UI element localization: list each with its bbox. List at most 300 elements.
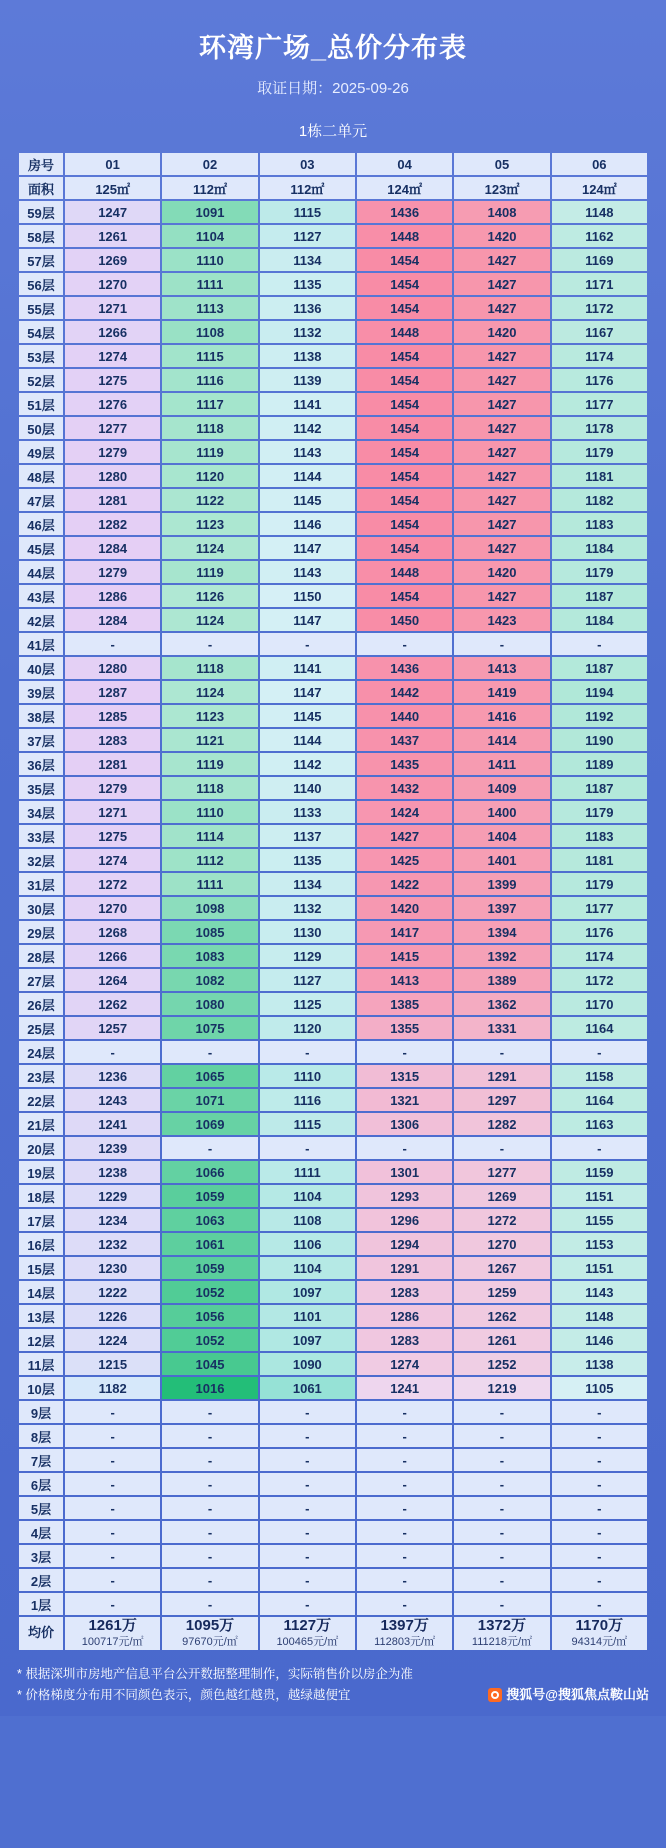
- price-cell: 1133: [260, 801, 355, 823]
- empty-cell: -: [454, 1401, 549, 1423]
- floor-label: 32层: [19, 849, 63, 871]
- empty-cell: -: [552, 1473, 647, 1495]
- table-row: [19, 513, 647, 535]
- price-cell: 1219: [454, 1377, 549, 1399]
- price-cell: 1435: [357, 753, 452, 775]
- column-header-03: 03: [260, 153, 355, 175]
- price-cell: 1147: [260, 681, 355, 703]
- table-row: [19, 609, 647, 631]
- empty-cell: -: [162, 1401, 257, 1423]
- price-cell: 1104: [260, 1257, 355, 1279]
- price-cell: 1115: [162, 345, 257, 367]
- price-cell: 1143: [260, 441, 355, 463]
- watermark: [488, 1684, 649, 1706]
- row-label-header: 房号: [19, 153, 63, 175]
- price-cell: 1169: [552, 249, 647, 271]
- price-cell: 1181: [552, 465, 647, 487]
- table-row: [19, 249, 647, 271]
- empty-cell: -: [357, 633, 452, 655]
- price-cell: 1454: [357, 273, 452, 295]
- price-cell: 1143: [552, 1281, 647, 1303]
- table-row: [19, 393, 647, 415]
- table-row: [19, 681, 647, 703]
- empty-cell: -: [357, 1521, 452, 1543]
- price-cell: 1247: [65, 201, 160, 223]
- empty-cell: -: [162, 1569, 257, 1591]
- floor-label: 54层: [19, 321, 63, 343]
- empty-cell: -: [357, 1473, 452, 1495]
- price-cell: 1119: [162, 561, 257, 583]
- empty-cell: -: [65, 1497, 160, 1519]
- table-row: [19, 537, 647, 559]
- price-cell: 1414: [454, 729, 549, 751]
- table-row: [19, 1401, 647, 1423]
- price-cell: 1392: [454, 945, 549, 967]
- table-row: [19, 1089, 647, 1111]
- price-cell: 1144: [260, 729, 355, 751]
- table-row: [19, 417, 647, 439]
- empty-cell: -: [357, 1593, 452, 1615]
- floor-label: 50层: [19, 417, 63, 439]
- price-cell: 1132: [260, 897, 355, 919]
- price-cell: 1111: [162, 273, 257, 295]
- floor-label: 23层: [19, 1065, 63, 1087]
- empty-cell: -: [260, 1473, 355, 1495]
- price-cell: 1279: [65, 777, 160, 799]
- price-cell: 1142: [260, 417, 355, 439]
- table-row: [19, 849, 647, 871]
- price-cell: 1301: [357, 1161, 452, 1183]
- price-cell: 1270: [65, 273, 160, 295]
- price-cell: 1454: [357, 489, 452, 511]
- price-cell: 1283: [357, 1329, 452, 1351]
- price-cell: 1069: [162, 1113, 257, 1135]
- table-row: [19, 1377, 647, 1399]
- floor-label: 21层: [19, 1113, 63, 1135]
- price-cell: 1104: [162, 225, 257, 247]
- price-cell: 1266: [65, 945, 160, 967]
- price-cell: 1262: [65, 993, 160, 1015]
- price-cell: 1269: [454, 1185, 549, 1207]
- empty-cell: -: [454, 1473, 549, 1495]
- price-cell: 1172: [552, 297, 647, 319]
- price-cell: 1179: [552, 801, 647, 823]
- price-cell: 1148: [552, 201, 647, 223]
- price-cell: 1112: [162, 849, 257, 871]
- floor-label: 33层: [19, 825, 63, 847]
- area-03: 112㎡: [260, 177, 355, 199]
- price-cell: 1411: [454, 753, 549, 775]
- floor-label: 4层: [19, 1521, 63, 1543]
- price-cell: 1141: [260, 393, 355, 415]
- table-row: [19, 1497, 647, 1519]
- price-cell: 1422: [357, 873, 452, 895]
- empty-cell: -: [552, 1401, 647, 1423]
- empty-cell: -: [65, 1449, 160, 1471]
- table-row: [19, 1449, 647, 1471]
- empty-cell: -: [260, 1449, 355, 1471]
- empty-cell: -: [357, 1425, 452, 1447]
- price-cell: 1454: [357, 585, 452, 607]
- price-cell: 1252: [454, 1353, 549, 1375]
- price-cell: 1123: [162, 705, 257, 727]
- price-cell: 1071: [162, 1089, 257, 1111]
- floor-label: 53层: [19, 345, 63, 367]
- empty-cell: -: [357, 1041, 452, 1063]
- price-cell: 1065: [162, 1065, 257, 1087]
- price-cell: 1192: [552, 705, 647, 727]
- price-cell: 1420: [357, 897, 452, 919]
- table-row: [19, 729, 647, 751]
- price-cell: 1147: [260, 609, 355, 631]
- price-cell: 1454: [357, 369, 452, 391]
- price-cell: 1425: [357, 849, 452, 871]
- empty-cell: -: [454, 1593, 549, 1615]
- empty-cell: -: [454, 633, 549, 655]
- price-cell: 1142: [260, 753, 355, 775]
- average-unit-03: 100465元/㎡: [276, 1635, 339, 1648]
- footnote-line-1: * 根据深圳市房地产信息平台公开数据整理制作，实际销售价以房企为准: [17, 1666, 413, 1681]
- price-cell: 1187: [552, 657, 647, 679]
- floor-label: 28层: [19, 945, 63, 967]
- table-row: [19, 1017, 647, 1039]
- price-cell: 1415: [357, 945, 452, 967]
- watermark-text: 搜狐号@搜狐焦点鞍山站: [506, 1686, 649, 1702]
- price-cell: 1182: [552, 489, 647, 511]
- price-cell: 1222: [65, 1281, 160, 1303]
- price-cell: 1279: [65, 561, 160, 583]
- price-cell: 1162: [552, 225, 647, 247]
- price-cell: 1274: [357, 1353, 452, 1375]
- price-cell: 1389: [454, 969, 549, 991]
- building-unit-label: 1栋二单元: [298, 123, 368, 140]
- floor-label: 15层: [19, 1257, 63, 1279]
- floor-label: 56层: [19, 273, 63, 295]
- price-cell: 1427: [454, 417, 549, 439]
- floor-label: 17层: [19, 1209, 63, 1231]
- price-cell: 1101: [260, 1305, 355, 1327]
- price-cell: 1097: [260, 1281, 355, 1303]
- floor-label: 45层: [19, 537, 63, 559]
- price-cell: 1190: [552, 729, 647, 751]
- floor-label: 42层: [19, 609, 63, 631]
- price-cell: 1091: [162, 201, 257, 223]
- empty-cell: -: [65, 1545, 160, 1567]
- price-cell: 1061: [260, 1377, 355, 1399]
- price-cell: 1130: [260, 921, 355, 943]
- price-cell: 1401: [454, 849, 549, 871]
- price-cell: 1427: [454, 249, 549, 271]
- empty-cell: -: [260, 1497, 355, 1519]
- table-row: [19, 1545, 647, 1567]
- price-cell: 1423: [454, 609, 549, 631]
- price-cell: 1119: [162, 753, 257, 775]
- price-cell: 1061: [162, 1233, 257, 1255]
- price-cell: 1427: [454, 345, 549, 367]
- empty-cell: -: [65, 1041, 160, 1063]
- empty-cell: -: [162, 1545, 257, 1567]
- table-row: [19, 993, 647, 1015]
- empty-cell: -: [552, 1041, 647, 1063]
- price-cell: 1141: [260, 657, 355, 679]
- price-cell: 1281: [65, 753, 160, 775]
- price-cell: 1164: [552, 1089, 647, 1111]
- floor-label: 46层: [19, 513, 63, 535]
- table-row: [19, 921, 647, 943]
- price-cell: 1427: [454, 297, 549, 319]
- price-cell: 1135: [260, 849, 355, 871]
- price-cell: 1080: [162, 993, 257, 1015]
- price-cell: 1111: [162, 873, 257, 895]
- floor-label: 7层: [19, 1449, 63, 1471]
- price-cell: 1238: [65, 1161, 160, 1183]
- price-cell: 1274: [65, 345, 160, 367]
- price-cell: 1266: [65, 321, 160, 343]
- empty-cell: -: [454, 1569, 549, 1591]
- price-cell: 1432: [357, 777, 452, 799]
- floor-label: 34层: [19, 801, 63, 823]
- empty-cell: -: [552, 1425, 647, 1447]
- price-cell: 1111: [260, 1161, 355, 1183]
- price-cell: 1437: [357, 729, 452, 751]
- price-cell: 1417: [357, 921, 452, 943]
- price-cell: 1427: [454, 489, 549, 511]
- average-02: [162, 1617, 257, 1650]
- price-cell: 1016: [162, 1377, 257, 1399]
- price-cell: 1153: [552, 1233, 647, 1255]
- table-row: [19, 345, 647, 367]
- floor-label: 43层: [19, 585, 63, 607]
- price-cell: 1269: [65, 249, 160, 271]
- price-cell: 1306: [357, 1113, 452, 1135]
- price-cell: 1293: [357, 1185, 452, 1207]
- floor-label: 9层: [19, 1401, 63, 1423]
- sohu-logo-icon: [488, 1688, 502, 1702]
- price-cell: 1115: [260, 201, 355, 223]
- price-cell: 1277: [65, 417, 160, 439]
- floor-label: 24层: [19, 1041, 63, 1063]
- table-foot: [19, 1617, 647, 1650]
- empty-cell: -: [552, 1593, 647, 1615]
- empty-cell: -: [162, 633, 257, 655]
- price-cell: 1045: [162, 1353, 257, 1375]
- price-cell: 1167: [552, 321, 647, 343]
- table-row: [19, 1185, 647, 1207]
- average-unit-05: 111218元/㎡: [471, 1635, 533, 1648]
- price-cell: 1448: [357, 321, 452, 343]
- average-row: [19, 1617, 647, 1650]
- price-cell: 1066: [162, 1161, 257, 1183]
- average-03: [260, 1617, 355, 1650]
- price-cell: 1124: [162, 681, 257, 703]
- area-02: 112㎡: [162, 177, 257, 199]
- empty-cell: -: [65, 633, 160, 655]
- table-row: [19, 1161, 647, 1183]
- price-cell: 1261: [454, 1329, 549, 1351]
- price-cell: 1151: [552, 1257, 647, 1279]
- price-cell: 1134: [260, 873, 355, 895]
- price-cell: 1116: [260, 1089, 355, 1111]
- floor-label: 14层: [19, 1281, 63, 1303]
- price-cell: 1135: [260, 273, 355, 295]
- price-cell: 1176: [552, 921, 647, 943]
- price-cell: 1146: [552, 1329, 647, 1351]
- price-cell: 1136: [260, 297, 355, 319]
- price-cell: 1427: [454, 537, 549, 559]
- price-cell: 1139: [260, 369, 355, 391]
- price-table: [17, 151, 649, 1652]
- footnotes: [17, 1664, 649, 1707]
- empty-cell: -: [162, 1425, 257, 1447]
- price-cell: 1177: [552, 897, 647, 919]
- price-cell: 1229: [65, 1185, 160, 1207]
- price-cell: 1124: [162, 609, 257, 631]
- floor-label: 47层: [19, 489, 63, 511]
- price-cell: 1283: [65, 729, 160, 751]
- empty-cell: -: [260, 1137, 355, 1159]
- price-cell: 1291: [454, 1065, 549, 1087]
- price-cell: 1179: [552, 873, 647, 895]
- price-cell: 1296: [357, 1209, 452, 1231]
- price-cell: 1416: [454, 705, 549, 727]
- average-total-04: 1397万: [380, 1617, 429, 1634]
- empty-cell: -: [552, 633, 647, 655]
- price-cell: 1397: [454, 897, 549, 919]
- table-row: [19, 1569, 647, 1591]
- price-cell: 1283: [357, 1281, 452, 1303]
- price-cell: 1262: [454, 1305, 549, 1327]
- average-total-03: 1127万: [283, 1617, 332, 1634]
- empty-cell: -: [454, 1545, 549, 1567]
- table-row: [19, 945, 647, 967]
- price-cell: 1155: [552, 1209, 647, 1231]
- price-cell: 1454: [357, 465, 452, 487]
- floor-label: 59层: [19, 201, 63, 223]
- area-row-label: 面积: [19, 177, 63, 199]
- table-header-row: [19, 153, 647, 175]
- table-row: [19, 1233, 647, 1255]
- empty-cell: -: [552, 1545, 647, 1567]
- price-cell: 1413: [454, 657, 549, 679]
- price-cell: 1140: [260, 777, 355, 799]
- average-total-02: 1095万: [185, 1617, 235, 1634]
- price-cell: 1409: [454, 777, 549, 799]
- empty-cell: -: [162, 1137, 257, 1159]
- price-cell: 1454: [357, 441, 452, 463]
- price-cell: 1082: [162, 969, 257, 991]
- price-cell: 1148: [552, 1305, 647, 1327]
- table-row: [19, 273, 647, 295]
- table-row: [19, 465, 647, 487]
- table-row: [19, 969, 647, 991]
- price-cell: 1108: [162, 321, 257, 343]
- price-cell: 1454: [357, 513, 452, 535]
- price-cell: 1230: [65, 1257, 160, 1279]
- price-cell: 1226: [65, 1305, 160, 1327]
- floor-label: 11层: [19, 1353, 63, 1375]
- price-cell: 1114: [162, 825, 257, 847]
- price-cell: 1116: [162, 369, 257, 391]
- price-cell: 1362: [454, 993, 549, 1015]
- price-cell: 1427: [454, 393, 549, 415]
- price-cell: 1427: [454, 513, 549, 535]
- empty-cell: -: [65, 1593, 160, 1615]
- floor-label: 19层: [19, 1161, 63, 1183]
- price-cell: 1241: [357, 1377, 452, 1399]
- table-row: [19, 297, 647, 319]
- price-cell: 1178: [552, 417, 647, 439]
- empty-cell: -: [162, 1449, 257, 1471]
- empty-cell: -: [162, 1041, 257, 1063]
- price-cell: 1275: [65, 369, 160, 391]
- floor-label: 51层: [19, 393, 63, 415]
- table-row: [19, 705, 647, 727]
- price-cell: 1085: [162, 921, 257, 943]
- column-header-02: 02: [162, 153, 257, 175]
- floor-label: 10层: [19, 1377, 63, 1399]
- table-row: [19, 1425, 647, 1447]
- price-cell: 1285: [65, 705, 160, 727]
- floor-label: 5层: [19, 1497, 63, 1519]
- empty-cell: -: [454, 1449, 549, 1471]
- average-total-01: 1261万: [88, 1617, 137, 1634]
- empty-cell: -: [357, 1569, 452, 1591]
- price-cell: 1056: [162, 1305, 257, 1327]
- empty-cell: -: [357, 1545, 452, 1567]
- price-cell: 1399: [454, 873, 549, 895]
- table-row: [19, 201, 647, 223]
- price-cell: 1394: [454, 921, 549, 943]
- empty-cell: -: [454, 1137, 549, 1159]
- floor-label: 40层: [19, 657, 63, 679]
- table-row: [19, 1353, 647, 1375]
- price-cell: 1436: [357, 201, 452, 223]
- price-cell: 1171: [552, 273, 647, 295]
- table-row: [19, 321, 647, 343]
- price-cell: 1146: [260, 513, 355, 535]
- price-cell: 1075: [162, 1017, 257, 1039]
- price-cell: 1119: [162, 441, 257, 463]
- certification-date: 取证日期：2025-09-26: [257, 80, 409, 97]
- floor-label: 27层: [19, 969, 63, 991]
- empty-cell: -: [357, 1137, 452, 1159]
- price-cell: 1440: [357, 705, 452, 727]
- price-cell: 1147: [260, 537, 355, 559]
- price-cell: 1126: [162, 585, 257, 607]
- table-row: [19, 561, 647, 583]
- price-cell: 1179: [552, 561, 647, 583]
- empty-cell: -: [162, 1473, 257, 1495]
- table-row: [19, 1281, 647, 1303]
- price-cell: 1052: [162, 1329, 257, 1351]
- price-cell: 1277: [454, 1161, 549, 1183]
- price-cell: 1420: [454, 561, 549, 583]
- empty-cell: -: [552, 1137, 647, 1159]
- column-header-05: 05: [454, 153, 549, 175]
- price-cell: 1272: [454, 1209, 549, 1231]
- price-cell: 1105: [552, 1377, 647, 1399]
- price-cell: 1257: [65, 1017, 160, 1039]
- price-cell: 1275: [65, 825, 160, 847]
- empty-cell: -: [65, 1521, 160, 1543]
- price-cell: 1274: [65, 849, 160, 871]
- table-row: [19, 1521, 647, 1543]
- price-cell: 1143: [260, 561, 355, 583]
- price-cell: 1179: [552, 441, 647, 463]
- price-cell: 1286: [357, 1305, 452, 1327]
- table-row: [19, 489, 647, 511]
- price-cell: 1117: [162, 393, 257, 415]
